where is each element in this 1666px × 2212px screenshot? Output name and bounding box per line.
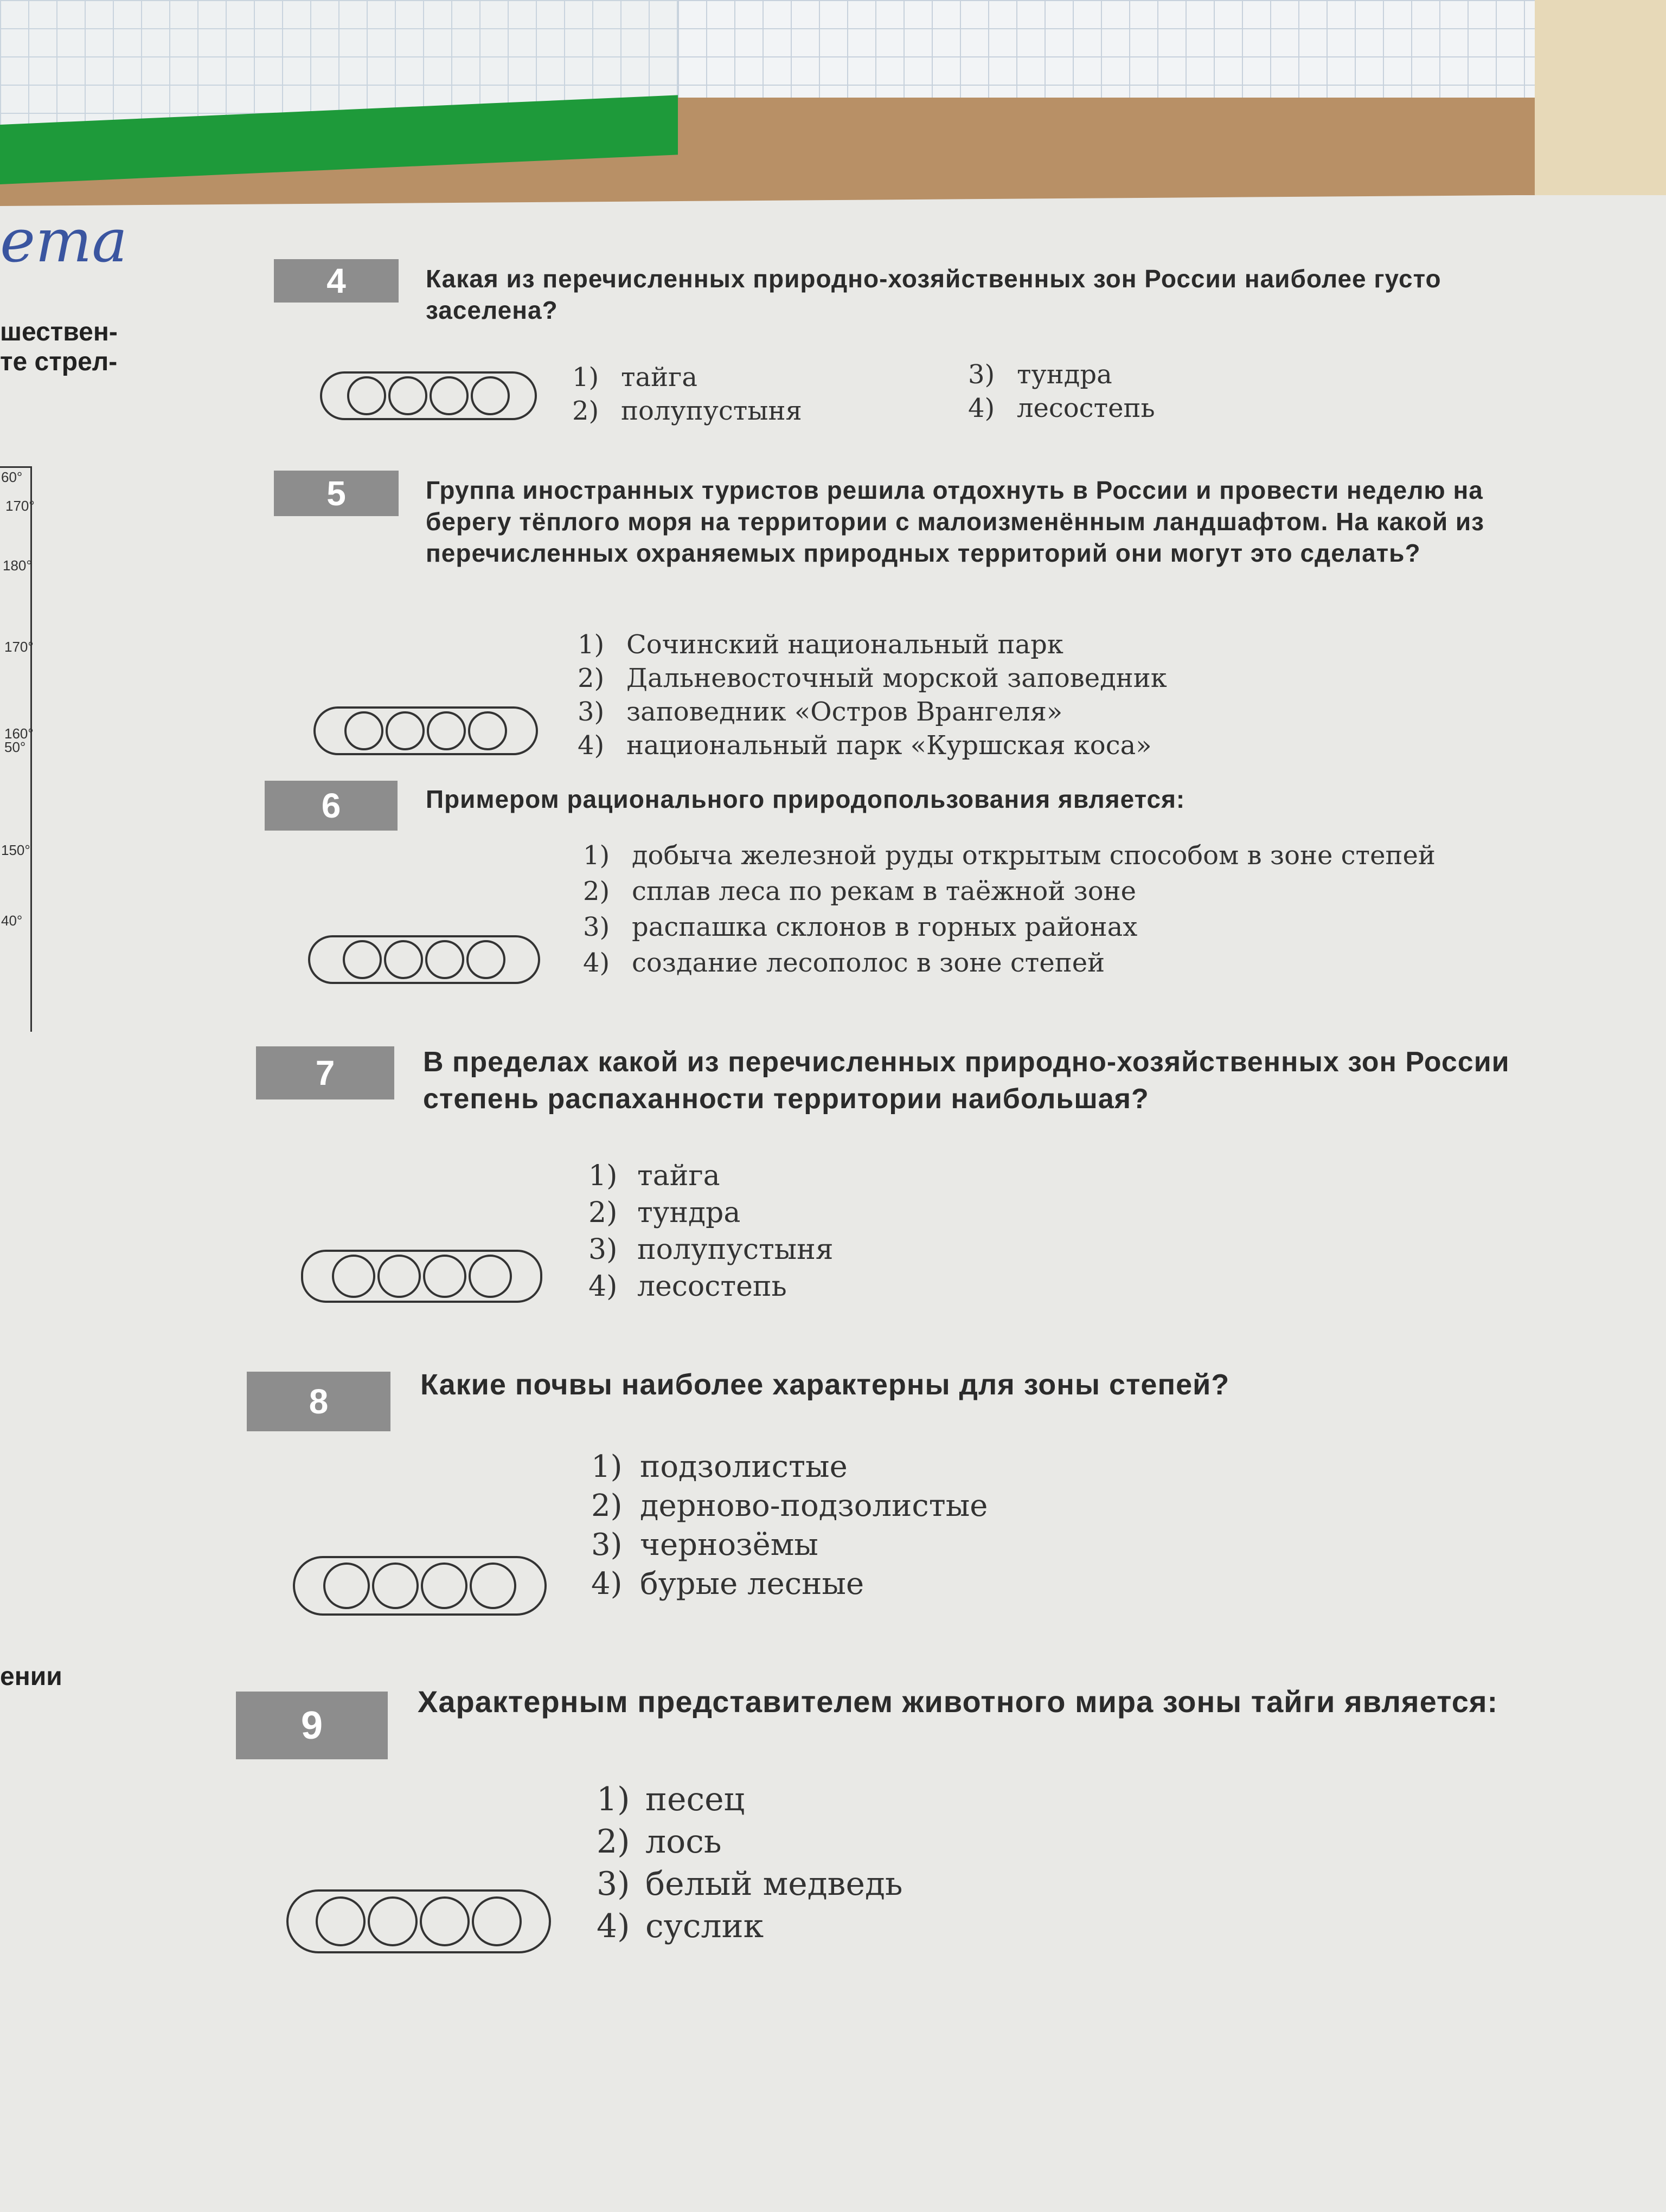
answer-circle[interactable] [344,711,383,750]
answer-circle[interactable] [332,1255,375,1298]
map-label: 50° [4,739,26,755]
answer-circle[interactable] [466,940,505,979]
beige-sheet [1535,0,1666,206]
option: 1) тайга [588,1160,720,1192]
question-text: Группа иностранных туристов решила отдохнуть в России и провести неделю на берегу тёплого моря на территории с малоизменённым ландшафтом. На какой из перечисленных охраняемых природных территорий они могут это сделать? [426,476,1485,567]
answer-box[interactable] [320,371,537,420]
option: 4) лесостепь [588,1270,787,1303]
option: 1) тайга [572,362,697,393]
option: 3) распашка склонов в горных районах [583,912,1138,942]
option: 4) суслик [597,1907,764,1945]
answer-circle[interactable] [423,1255,466,1298]
options-list [583,838,1436,981]
grid-notepad [678,0,1573,98]
map-label: 160° [4,725,34,742]
option: 3) заповедник «Остров Врангеля» [578,697,1063,727]
map-label: 60° [1,469,23,485]
answer-circle[interactable] [343,940,382,979]
question-text: В пределах какой из перечисленных природно-хозяйственных зон России степень распаханности территории наибольшая? [423,1046,1510,1115]
option: 3) чернозёмы [591,1527,818,1562]
answer-circle[interactable] [421,1562,467,1609]
option: 3) полупустыня [588,1233,834,1266]
question-text: Характерным представителем животного мира зоны тайги является: [418,1684,1498,1719]
option: 3) белый медведь [597,1865,903,1903]
answer-circle[interactable] [469,1255,512,1298]
option: 4) создание лесополос в зоне степей [583,948,1105,978]
map-fragment [0,466,35,1032]
answer-circle[interactable] [425,940,464,979]
question-number: 5 [274,471,399,516]
question-number: 7 [256,1046,394,1099]
answer-box[interactable] [301,1250,542,1303]
option: 2) лось [597,1823,722,1861]
map-label: 180° [3,557,32,574]
answer-circle[interactable] [427,711,466,750]
options-list [588,1158,834,1305]
answer-circle[interactable] [316,1896,366,1946]
option: 1) песец [597,1780,745,1818]
option: 1) подзолистые [591,1449,848,1484]
option: 3) тундра [968,359,1112,390]
question-text: Какие почвы наиболее характерны для зоны степей? [420,1368,1230,1401]
answer-circle[interactable] [323,1562,370,1609]
answer-circle[interactable] [368,1896,418,1946]
answer-circle[interactable] [384,940,423,979]
answer-circle[interactable] [468,711,507,750]
answer-box[interactable] [286,1889,551,1953]
question-number: 4 [274,259,399,303]
answer-circle[interactable] [471,376,510,415]
options-list [597,1778,903,1947]
option: 4) национальный парк «Куршская коса» [578,730,1152,761]
option: 2) сплав леса по рекам в таёжной зоне [583,876,1137,906]
option: 1) Сочинский национальный парк [578,629,1063,660]
left-text-line-1: шествен- [0,318,118,346]
map-label: 170° [5,498,35,514]
question-text: Примером рационального природопользования является: [426,785,1186,813]
answer-box[interactable] [313,706,538,755]
option: 2) полупустыня [572,396,802,426]
options-list [591,1448,988,1604]
answer-circle[interactable] [377,1255,421,1298]
left-text-bottom: ении [0,1662,62,1691]
answer-circle[interactable] [347,376,386,415]
options-list [968,358,1155,425]
option: 2) тундра [588,1197,741,1229]
option: 2) Дальневосточный морской заповедник [578,663,1167,693]
answer-circle[interactable] [372,1562,419,1609]
handwritten-heading: ema [0,206,127,275]
options-list [578,628,1167,762]
left-text-line-2: те стрел- [0,348,118,376]
option: 2) дерново-подзолистые [591,1488,988,1523]
answer-circle[interactable] [420,1896,470,1946]
answer-circle[interactable] [472,1896,522,1946]
question-number: 6 [265,781,398,831]
question-number: 9 [236,1692,388,1759]
map-label: 150° [1,842,30,858]
answer-circle[interactable] [470,1562,516,1609]
answer-box[interactable] [293,1556,547,1616]
question-text: Какая из перечисленных природно-хозяйственных зон России наиболее густо заселена? [426,265,1441,324]
answer-box[interactable] [308,935,540,984]
options-list [572,361,802,428]
answer-circle[interactable] [388,376,427,415]
question-number: 8 [247,1372,390,1431]
option: 1) добыча железной руды открытым способом в зоне степей [583,840,1436,871]
option: 4) лесостепь [968,393,1155,423]
option: 4) бурые лесные [591,1566,864,1602]
map-label: 40° [1,912,23,929]
answer-circle[interactable] [430,376,469,415]
map-label: 170° [4,639,34,655]
answer-circle[interactable] [386,711,425,750]
